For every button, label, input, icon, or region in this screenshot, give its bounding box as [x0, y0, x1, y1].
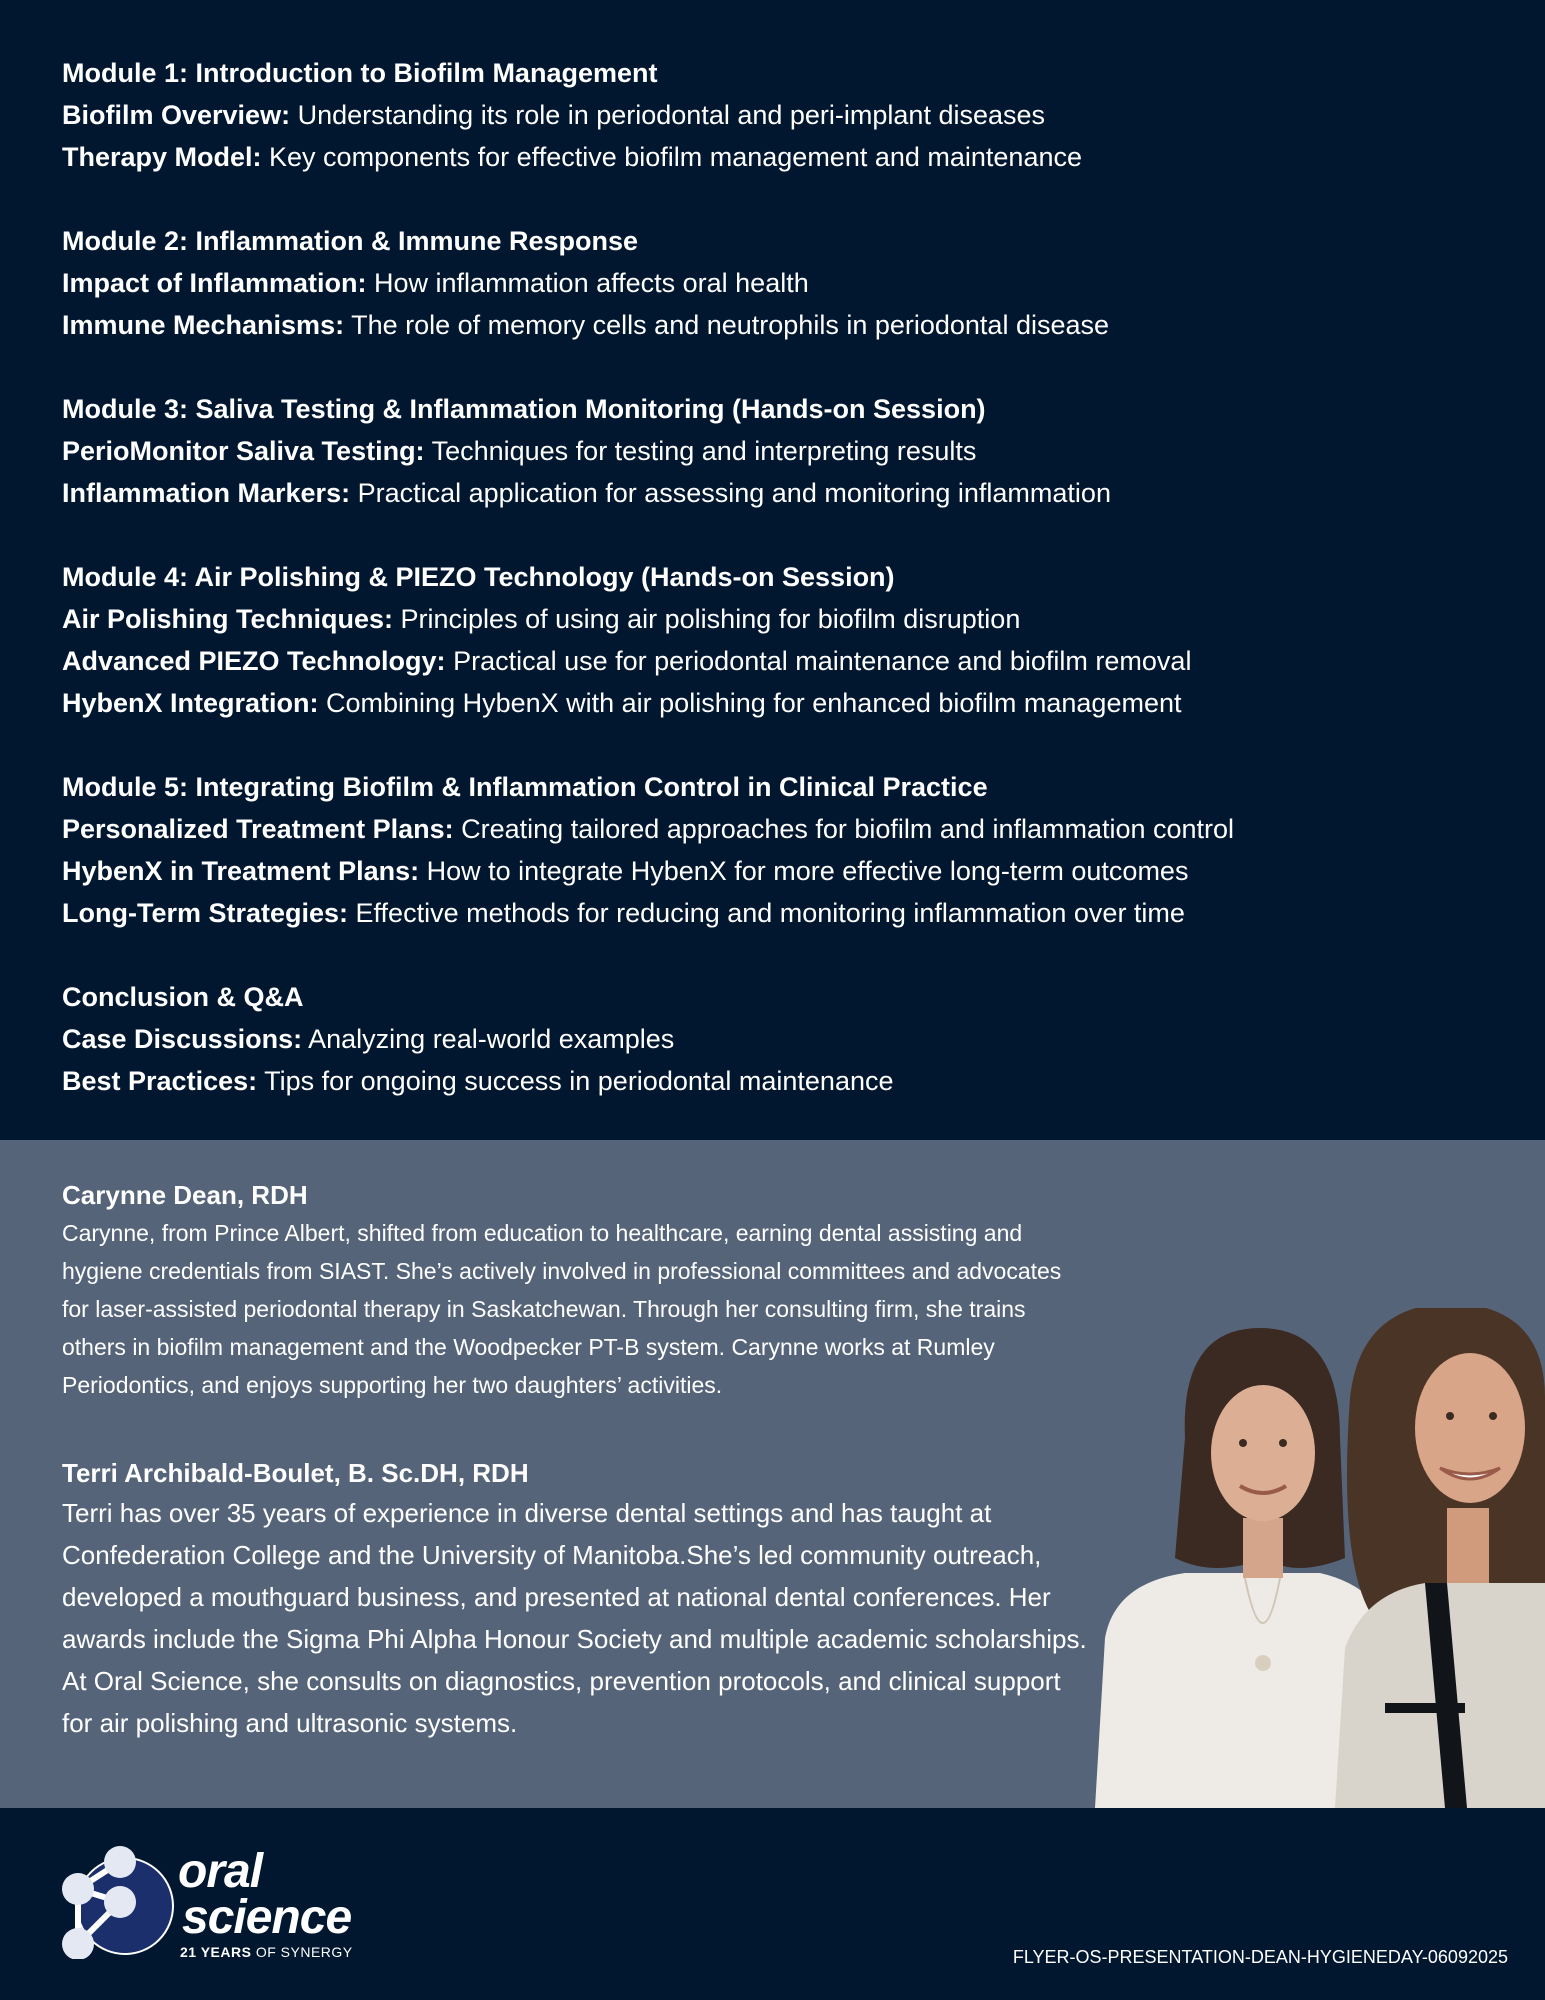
speakers-photo [1095, 1308, 1545, 1808]
module-conclusion [62, 976, 1482, 1102]
module-item [62, 304, 1482, 346]
item-text: Practical use for periodontal maintenance and biofilm removal [445, 646, 1192, 676]
speaker-1-neck [1243, 1518, 1283, 1578]
speaker-name: Carynne Dean, RDH [62, 1180, 308, 1210]
speaker-name: Terri Archibald-Boulet, B. Sc.DH, RDH [62, 1458, 529, 1488]
item-text: The role of memory cells and neutrophils in periodontal disease [344, 310, 1110, 340]
molecule-icon [60, 1844, 175, 1959]
item-text: How inflammation affects oral health [366, 268, 809, 298]
speaker-1-eye [1239, 1439, 1247, 1447]
speaker-bio: Terri has over 35 years of experience in diverse dental settings and has taught at Confederation College and the University of Manitoba.She’s led community outreach, developed a mouthguard business, and presented at national dental conferences. Her awards include the Sigma Phi Alpha Honour Society and multiple academic scholarships. At Oral Science, she consults on diagnostics, prevention protocols, and clinical support for air polishing and ultrasonic systems. [62, 1498, 1087, 1738]
logo-word-science: science [182, 1891, 352, 1944]
item-text: Principles of using air polishing for biofilm disruption [393, 604, 1021, 634]
item-label: Advanced PIEZO Technology: [62, 646, 446, 676]
module-4 [62, 556, 1482, 724]
item-label: Inflammation Markers: [62, 478, 351, 508]
item-label: Personalized Treatment Plans: [62, 814, 454, 844]
module-item [62, 850, 1482, 892]
item-label: HybenX Integration: [62, 688, 319, 718]
module-title: Conclusion & Q&A [62, 982, 304, 1012]
item-label: Therapy Model: [62, 142, 262, 172]
module-item [62, 682, 1482, 724]
module-2 [62, 220, 1482, 346]
speaker-2-eye [1489, 1412, 1497, 1420]
item-text: Analyzing real-world examples [302, 1024, 675, 1054]
module-item [62, 472, 1482, 514]
module-item [62, 430, 1482, 472]
speakers-section [0, 1140, 1545, 1808]
module-5 [62, 766, 1482, 934]
module-item [62, 598, 1482, 640]
item-label: Air Polishing Techniques: [62, 604, 394, 634]
logo-tagline-bold: 21 YEARS [180, 1944, 252, 1960]
logo-tagline-rest: OF SYNERGY [251, 1944, 353, 1960]
footer [0, 1808, 1545, 2000]
item-label: Case Discussions: [62, 1024, 303, 1054]
module-item [62, 892, 1482, 934]
module-title: Module 1: Introduction to Biofilm Management [62, 58, 658, 88]
speaker-2-eye [1446, 1412, 1454, 1420]
module-3 [62, 388, 1482, 514]
module-title: Module 3: Saliva Testing & Inflammation Monitoring (Hands-on Session) [62, 394, 986, 424]
module-item [62, 808, 1482, 850]
item-text: Tips for ongoing success in periodontal maintenance [257, 1066, 894, 1096]
item-text: Practical application for assessing and monitoring inflammation [350, 478, 1111, 508]
item-label: PerioMonitor Saliva Testing: [62, 436, 425, 466]
module-item [62, 136, 1482, 178]
item-text: Understanding its role in periodontal and peri-implant diseases [290, 100, 1046, 130]
module-item [62, 1018, 1482, 1060]
oral-science-logo [60, 1844, 390, 1964]
module-list [62, 52, 1482, 1144]
speaker-1-pendant [1255, 1655, 1271, 1671]
item-text: Combining HybenX with air polishing for enhanced biofilm management [318, 688, 1182, 718]
module-title: Module 2: Inflammation & Immune Response [62, 226, 639, 256]
item-text: How to integrate HybenX for more effective long-term outcomes [419, 856, 1189, 886]
logo-word-oral: oral [178, 1845, 263, 1898]
speaker-2-neck [1447, 1508, 1489, 1583]
item-label: Long-Term Strategies: [62, 898, 349, 928]
speaker-bio: Carynne, from Prince Albert, shifted from education to healthcare, earning dental assisting and hygiene credentials from SIAST. She’s actively involved in professional committees and advocates for laser-assisted periodontal therapy in Saskatchewan. Through her consulting firm, she trains others in biofilm management and the Woodpecker PT-B system. Carynne works at Rumley Periodontics, and enjoys supporting her two daughters’ activities. [62, 1220, 1062, 1398]
logo-tagline [180, 1944, 353, 1960]
module-item [62, 94, 1482, 136]
module-title: Module 4: Air Polishing & PIEZO Technology (Hands-on Session) [62, 562, 895, 592]
item-label: Biofilm Overview: [62, 100, 291, 130]
speaker-2-pocket-trim [1385, 1703, 1465, 1713]
module-item [62, 640, 1482, 682]
item-label: Impact of Inflammation: [62, 268, 367, 298]
item-label: Immune Mechanisms: [62, 310, 345, 340]
module-item [62, 262, 1482, 304]
item-text: Key components for effective biofilm management and maintenance [261, 142, 1082, 172]
item-text: Effective methods for reducing and monitoring inflammation over time [348, 898, 1185, 928]
speaker-1-face [1211, 1385, 1315, 1521]
module-item [62, 1060, 1482, 1102]
speaker-1-eye [1279, 1439, 1287, 1447]
item-text: Techniques for testing and interpreting results [424, 436, 977, 466]
item-text: Creating tailored approaches for biofilm and inflammation control [453, 814, 1235, 844]
flyer-code: FLYER-OS-PRESENTATION-DEAN-HYGIENEDAY-06092025 [1012, 1947, 1508, 1967]
item-label: Best Practices: [62, 1066, 258, 1096]
module-title: Module 5: Integrating Biofilm & Inflammation Control in Clinical Practice [62, 772, 988, 802]
item-label: HybenX in Treatment Plans: [62, 856, 420, 886]
speaker-bios [62, 1176, 1092, 1744]
module-1 [62, 52, 1482, 178]
